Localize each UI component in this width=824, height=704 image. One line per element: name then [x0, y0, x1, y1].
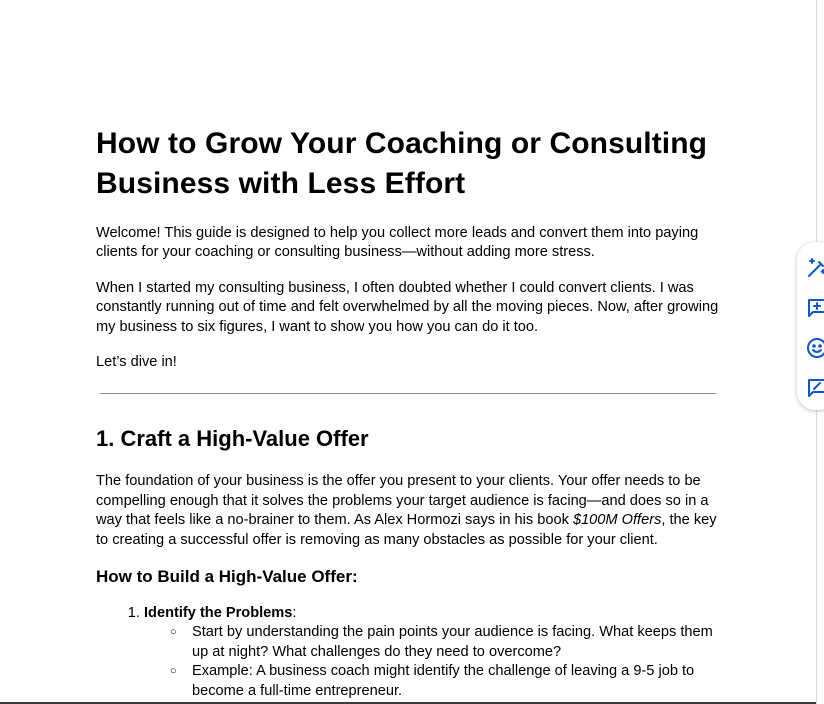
- intro-paragraph-2: When I started my consulting business, I often doubted whether I could convert clients. I was constantly running out of time and felt overwhelmed by all the moving pieces. Now, after growing my business to six figures, I want to show you how you can do it too.: [96, 279, 719, 335]
- document-body[interactable]: [96, 124, 720, 701]
- step-title: Identify the Problems: [144, 605, 293, 622]
- emoji-reaction-button[interactable]: [805, 336, 824, 360]
- add-comment-icon: [805, 296, 824, 320]
- bullet-item: ○ Start by understanding the pain points your audience is facing. What keeps them up at night? What challenges do they need to overcome?: [192, 623, 720, 662]
- section-heading: 1. Craft a High-Value Offer: [96, 426, 369, 452]
- subsection-heading: How to Build a High-Value Offer:: [96, 567, 358, 587]
- side-action-panel: [797, 242, 824, 410]
- document-title: How to Grow Your Coaching or Consulting Business with Less Effort: [96, 127, 708, 200]
- ai-edit-icon: [805, 256, 824, 280]
- step-item: [144, 604, 720, 701]
- ai-edit-button[interactable]: [805, 256, 824, 280]
- paragraph-text-end: , the key to creating a successful offer is removing as many obstacles as possible for your client.: [96, 512, 717, 548]
- intro-paragraph-1: Welcome! This guide is designed to help you collect more leads and convert them into paying clients for your coaching or consulting business—without adding more stress.: [96, 225, 699, 261]
- suggest-edit-button[interactable]: [805, 376, 824, 400]
- add-comment-button[interactable]: [805, 296, 824, 320]
- paragraph-text: The foundation of your business is the offer you present to your clients. Your offer needs to be compelling enough that it solves the problems your target audience is facing—and does so in a way that feels like a no-brainer to them. As Alex Hormozi says in his book: [96, 473, 709, 529]
- emoji-reaction-icon: [805, 336, 824, 360]
- book-title: $100M Offers: [572, 512, 662, 529]
- step-bullets: [144, 623, 720, 701]
- suggest-edit-icon: [805, 376, 824, 400]
- step-title-suffix: :: [292, 605, 297, 622]
- intro-paragraph-3: Let’s dive in!: [96, 354, 177, 371]
- steps-list: [96, 604, 720, 701]
- bullet-item: ○ Example: A business coach might identify the challenge of leaving a 9-5 job to become a full-time entrepreneur.: [192, 662, 720, 701]
- section-paragraph: [96, 472, 720, 550]
- horizontal-rule: [100, 393, 716, 394]
